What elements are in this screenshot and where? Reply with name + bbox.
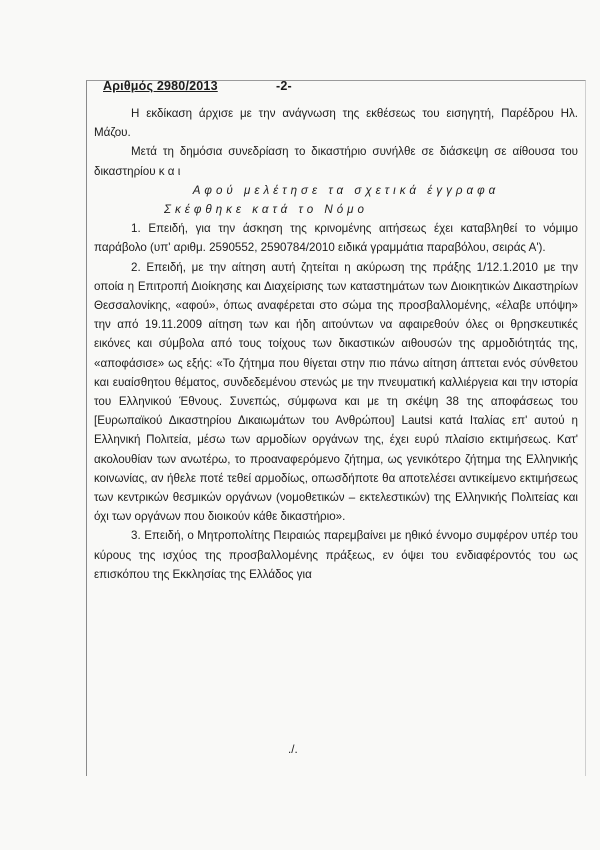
page-number: -2- (276, 79, 292, 93)
heading-documents: Αφού μελέτησε τα σχετικά έγγραφα (192, 183, 500, 197)
decision-number: Αριθμός 2980/2013 (103, 79, 218, 93)
page-header (103, 79, 292, 93)
paragraph-3: 3. Επειδή, ο Μητροπολίτης Πειραιώς παρεμβαίνει με ηθικό έννομο συμφέρον υπέρ του κύρους της ισχύος της προσβαλλομένης πράξεως, εν όψει του ενδιαφέροντός του ως επισκόπου της Εκκλησίας της Ελλάδος για (94, 529, 578, 581)
paragraph-hearing: Η εκδίκαση άρχισε με την ανάγνωση της εκθέσεως του εισηγητή, Παρέδρου Ηλ. Μάζου. (94, 107, 578, 140)
paragraph-2: 2. Επειδή, με την αίτηση αυτή ζητείται η ακύρωση της πράξης 1/12.1.2010 με την οποία η Επιτροπή Διοίκησης και Διαχείρισης των καταστημάτων των Διοικητικών Δικαστηρίων Θεσσαλονίκης, «αφού», όπως αναφέρεται στο σώμα της προσβαλλομένης, «έλαβε υπόψη» την από 19.11.2009 αίτηση των και ήδη αιτούντων να αφαιρεθούν όλες οι θρησκευτικές εικόνες και σύμβολα από τους τοίχους των δικαστικών αιθουσών της αρμοδιότητάς της, «αποφάσισε» ως εξής: «Το ζήτημα που θίγεται στην πιο πάνω αίτηση άπτεται ενός σύνθετου και ευαίσθητου θέματος, συνδεδεμένου στενώς με την πνευματική καλλιέργεια και την ιστορία του Ελληνικού Έθνους. Συνεπώς, σύμφωνα και με τη σκέψη 38 της αποφάσεως του [Ευρωπαϊκού Δικαστηρίου Δικαιωμάτων του Ανθρώπου] Lautsi κατά Ιταλίας επ' αυτού η Ελληνική Πολιτεία, μέσω των αρμοδίων οργάνων της, έχει ευρύ πλαίσιο εκτιμήσεως. Κατ' ακολουθίαν των ανωτέρω, το προαναφερόμενο ζήτημα, ως γενικότερο ζήτημα της Ελληνικής κοινωνίας, αν ήθελε ποτέ τεθεί αρμοδίως, οπωσδήποτε θα αποτελέσει αντικείμενο εκτιμήσεως των κεντρικών θεσμικών οργάνων (νομοθετικών – εκτελεστικών) της Ελληνικής Πολιτείας και όχι των οργάνων που διοικούν κάθε δικαστήριο». (94, 260, 578, 524)
document-body (94, 104, 578, 584)
heading-law: Σκέφθηκε κατά το Νόμο (164, 203, 368, 217)
continuation-mark: ./. (288, 743, 298, 756)
paragraph-1: 1. Επειδή, για την άσκηση της κρινομένης αιτήσεως έχει καταβληθεί το νόμιμο παράβολο (υπ' αριθμ. 2590552, 2590784/2010 ειδικά γραμμάτια παραβόλου, σειράς Α'). (94, 222, 578, 255)
paragraph-deliberation: Μετά τη δημόσια συνεδρίαση το δικαστήριο συνήλθε σε διάσκεψη σε αίθουσα του δικαστηρίου κ α ι (94, 145, 578, 178)
